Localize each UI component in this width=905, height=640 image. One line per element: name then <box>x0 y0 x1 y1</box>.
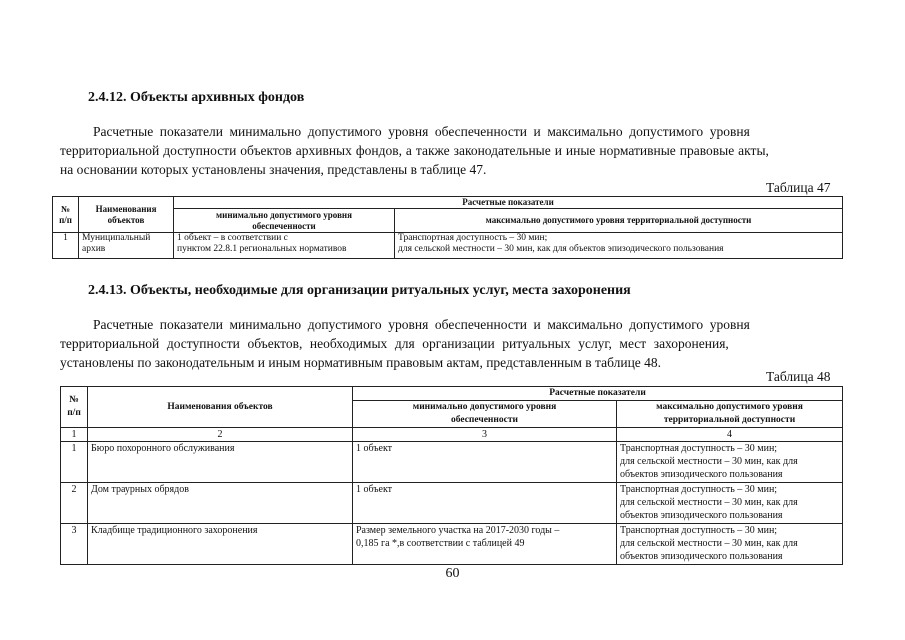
paragraph-line: территориальной доступности объектов архивных фондов, а также законодательные и иные нормативные правовые акты, <box>60 143 769 158</box>
cell-max: Транспортная доступность – 30 мин; для сельской местности – 30 мин, как для объектов эпизодического пользования <box>617 442 843 483</box>
table-row <box>61 483 843 524</box>
table-48 <box>60 386 843 565</box>
header-group: Расчетные показатели <box>174 197 843 209</box>
cell-num: 1 <box>53 233 79 259</box>
section-paragraph-ritual <box>60 315 842 372</box>
column-number: 3 <box>353 428 617 442</box>
header-min: минимально допустимого уровня обеспеченности <box>174 209 395 233</box>
cell-num: 2 <box>61 483 88 524</box>
cell-max: Транспортная доступность – 30 мин; для сельской местности – 30 мин, как для объектов эпизодического пользования <box>617 524 843 565</box>
column-number: 2 <box>88 428 353 442</box>
cell-name: Бюро похоронного обслуживания <box>88 442 353 483</box>
cell-name: Муниципальный архив <box>79 233 174 259</box>
column-number-row <box>61 428 843 442</box>
header-num: № п/п <box>53 197 79 233</box>
cell-num: 1 <box>61 442 88 483</box>
column-number: 4 <box>617 428 843 442</box>
header-group: Расчетные показатели <box>353 387 843 401</box>
cell-name: Кладбище традиционного захоронения <box>88 524 353 565</box>
cell-min: Размер земельного участка на 2017-2030 годы – 0,185 га *,в соответствии с таблицей 49 <box>353 524 617 565</box>
paragraph-line: на основании которых установлены значения, представлены в таблице 47. <box>60 162 487 177</box>
table-row <box>61 524 843 565</box>
header-name: Наименования объектов <box>79 197 174 233</box>
page-number: 60 <box>445 566 460 581</box>
cell-name: Дом траурных обрядов <box>88 483 353 524</box>
header-min: минимально допустимого уровня обеспеченности <box>353 401 617 428</box>
header-num: № п/п <box>61 387 88 428</box>
cell-max: Транспортная доступность – 30 мин; для сельской местности – 30 мин, как для объектов эпизодического пользования <box>617 483 843 524</box>
table-47 <box>52 196 843 259</box>
section-heading-ritual: 2.4.13. Объекты, необходимые для организации ритуальных услуг, места захоронения <box>88 283 631 298</box>
table-row <box>61 442 843 483</box>
cell-num: 3 <box>61 524 88 565</box>
paragraph-line: Расчетные показатели минимально допустимого уровня обеспеченности и максимально допустимого уровня <box>93 124 750 139</box>
table-caption: Таблица 47 <box>766 180 831 195</box>
header-max: максимально допустимого уровня территориальной доступности <box>617 401 843 428</box>
paragraph-line: территориальной доступности объектов, необходимых для организации ритуальных услуг, мест захоронения, <box>60 336 729 351</box>
cell-min: 1 объект <box>353 442 617 483</box>
section-paragraph-archives <box>60 122 842 179</box>
cell-min: 1 объект <box>353 483 617 524</box>
header-name: Наименования объектов <box>88 387 353 428</box>
header-max: максимально допустимого уровня территориальной доступности <box>395 209 843 233</box>
paragraph-line: Расчетные показатели минимально допустимого уровня обеспеченности и максимально допустимого уровня <box>93 317 750 332</box>
table-caption: Таблица 48 <box>766 369 831 384</box>
cell-min: 1 объект – в соответствии с пунктом 22.8.1 региональных нормативов <box>174 233 395 259</box>
table-row <box>53 233 843 259</box>
column-number: 1 <box>61 428 88 442</box>
section-heading-archives: 2.4.12. Объекты архивных фондов <box>88 90 305 105</box>
cell-max: Транспортная доступность – 30 мин; для сельской местности – 30 мин, как для объектов эпизодического пользования <box>395 233 843 259</box>
paragraph-line: установлены по законодательным и иным нормативным правовым актам, представленным в таблице 48. <box>60 355 662 370</box>
